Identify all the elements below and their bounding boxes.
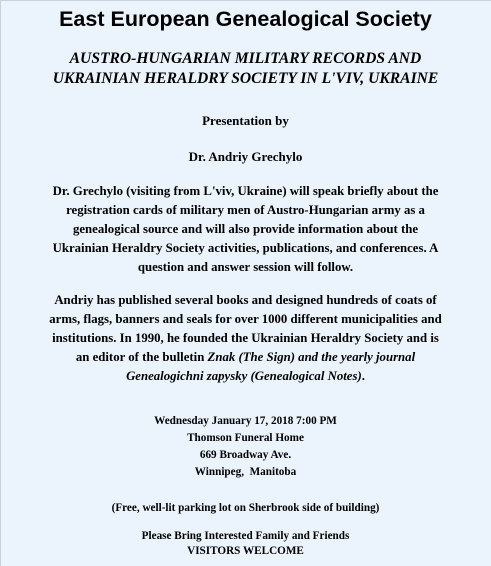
closing-message xyxy=(1,529,490,559)
paragraph-1-line: genealogical source and will also provide information about the xyxy=(72,222,419,236)
paragraph-2-line: institutions. In 1990, he founded the Ukrainian Heraldry Society and is xyxy=(52,331,439,345)
paragraph-1-line: question and answer session will follow. xyxy=(137,260,354,274)
event-details xyxy=(1,413,490,481)
paragraph-2-line xyxy=(1,348,490,367)
paragraph-1-line: registration cards of military men of Austro-Hungarian army as a xyxy=(66,203,425,217)
paragraph-1-line: Ukrainian Heraldry Society activities, publications, and conferences. A xyxy=(52,241,439,255)
event-venue: Thomson Funeral Home xyxy=(187,432,304,444)
description-paragraph-2 xyxy=(1,291,490,386)
journal-title-text: Genealogichni zapysky (Genealogical Notes) xyxy=(126,369,362,383)
paragraph-1-line: Dr. Grechylo (visiting from L'viv, Ukraine) will speak briefly about the xyxy=(52,184,439,198)
presentation-by-label: Presentation by xyxy=(202,113,289,128)
parking-note: (Free, well-lit parking lot on Sherbrook side of building) xyxy=(111,502,380,514)
visitors-welcome-text: VISITORS WELCOME xyxy=(187,545,304,557)
event-title-line-2: UKRAINIAN HERALDRY SOCIETY IN L'VIV, UKRAINE xyxy=(52,70,439,87)
paragraph-2-line: Andriy has published several books and designed hundreds of coats of xyxy=(54,293,437,307)
event-flyer xyxy=(1,1,490,566)
organization-title: East European Genealogical Society xyxy=(59,7,432,31)
paragraph-2-period: . xyxy=(361,369,365,383)
paragraph-2-line xyxy=(1,367,490,386)
bulletin-title-text: Znak (The Sign) and the yearly journal xyxy=(207,350,416,364)
description-paragraph-1 xyxy=(1,182,490,277)
event-city: Winnipeg, Manitoba xyxy=(194,466,297,478)
presenter-name: Dr. Andriy Grechylo xyxy=(188,149,303,164)
bulletin-intro-text: an editor of the bulletin xyxy=(75,350,208,364)
paragraph-2-line: arms, flags, banners and seals for over 1000 different municipalities and xyxy=(49,312,442,326)
event-datetime: Wednesday January 17, 2018 7:00 PM xyxy=(154,415,337,427)
invite-text: Please Bring Interested Family and Friends xyxy=(141,530,350,542)
event-title-line-1: AUSTRO-HUNGARIAN MILITARY RECORDS AND xyxy=(69,50,422,67)
event-address: 669 Broadway Ave. xyxy=(199,449,292,461)
event-title xyxy=(1,49,490,89)
